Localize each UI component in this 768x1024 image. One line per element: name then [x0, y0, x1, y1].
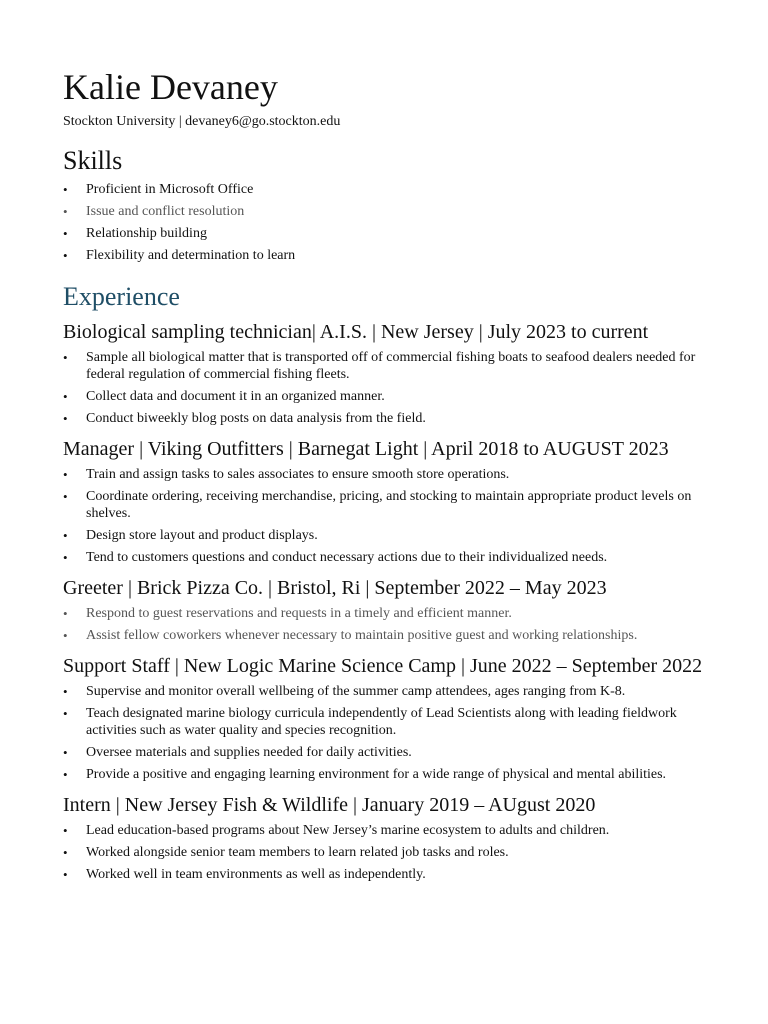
skill-item: • Proficient in Microsoft Office — [63, 181, 703, 198]
job-bullets — [63, 683, 703, 783]
job-bullets — [63, 822, 703, 883]
job-entry — [63, 576, 703, 644]
job-entry — [63, 793, 703, 883]
job-bullet: • Sample all biological matter that is transported off of commercial fishing boats to seafood dealers needed for federal regulation of commercial fishing fleets. — [63, 349, 703, 383]
job-bullet: • Provide a positive and engaging learning environment for a wide range of physical and mental abilities. — [63, 766, 703, 783]
job-bullet: • Teach designated marine biology curricula independently of Lead Scientists along with leading fieldwork activities such as water quality and species recognition. — [63, 705, 703, 739]
job-bullet: • Train and assign tasks to sales associates to ensure smooth store operations. — [63, 466, 703, 483]
job-title: Support Staff | New Logic Marine Science Camp | June 2022 – September 2022 — [63, 655, 703, 677]
job-entry — [63, 654, 703, 783]
experience-heading: Experience — [63, 282, 180, 311]
job-bullet: • Lead education-based programs about New Jersey’s marine ecosystem to adults and children. — [63, 822, 703, 839]
job-entry — [63, 320, 703, 427]
job-title: Intern | New Jersey Fish & Wildlife | January 2019 – AUgust 2020 — [63, 794, 596, 816]
skills-heading: Skills — [63, 146, 123, 175]
job-bullet: • Collect data and document it in an organized manner. — [63, 388, 703, 405]
job-bullets — [63, 605, 703, 644]
skill-item: • Relationship building — [63, 225, 703, 242]
resume-name: Kalie Devaney — [63, 67, 278, 107]
skills-list — [63, 181, 703, 264]
job-bullet: • Tend to customers questions and conduct necessary actions due to their individualized needs. — [63, 549, 703, 566]
job-bullet: • Conduct biweekly blog posts on data analysis from the field. — [63, 410, 703, 427]
job-bullets — [63, 349, 703, 427]
job-entry — [63, 437, 703, 566]
job-bullet: • Worked well in team environments as well as independently. — [63, 866, 703, 883]
skill-item: • Flexibility and determination to learn — [63, 247, 703, 264]
job-bullet: • Coordinate ordering, receiving merchandise, pricing, and stocking to maintain appropriate product levels on shelves. — [63, 488, 703, 522]
skill-item: • Issue and conflict resolution — [63, 203, 703, 220]
job-bullet: • Design store layout and product displays. — [63, 527, 703, 544]
job-bullet: • Respond to guest reservations and requests in a timely and efficient manner. — [63, 605, 703, 622]
job-bullet: • Worked alongside senior team members to learn related job tasks and roles. — [63, 844, 703, 861]
job-bullet: • Supervise and monitor overall wellbeing of the summer camp attendees, ages ranging from K-8. — [63, 683, 703, 700]
job-bullet: • Assist fellow coworkers whenever necessary to maintain positive guest and working relationships. — [63, 627, 703, 644]
job-title: Manager | Viking Outfitters | Barnegat Light | April 2018 to AUGUST 2023 — [63, 438, 669, 460]
job-bullet: • Oversee materials and supplies needed for daily activities. — [63, 744, 703, 761]
job-bullets — [63, 466, 703, 566]
contact-line: Stockton University | devaney6@go.stockton.edu — [63, 114, 341, 129]
job-title: Greeter | Brick Pizza Co. | Bristol, Ri | September 2022 – May 2023 — [63, 577, 607, 599]
resume-content — [63, 66, 703, 883]
job-title: Biological sampling technician| A.I.S. | New Jersey | July 2023 to current — [63, 321, 649, 343]
